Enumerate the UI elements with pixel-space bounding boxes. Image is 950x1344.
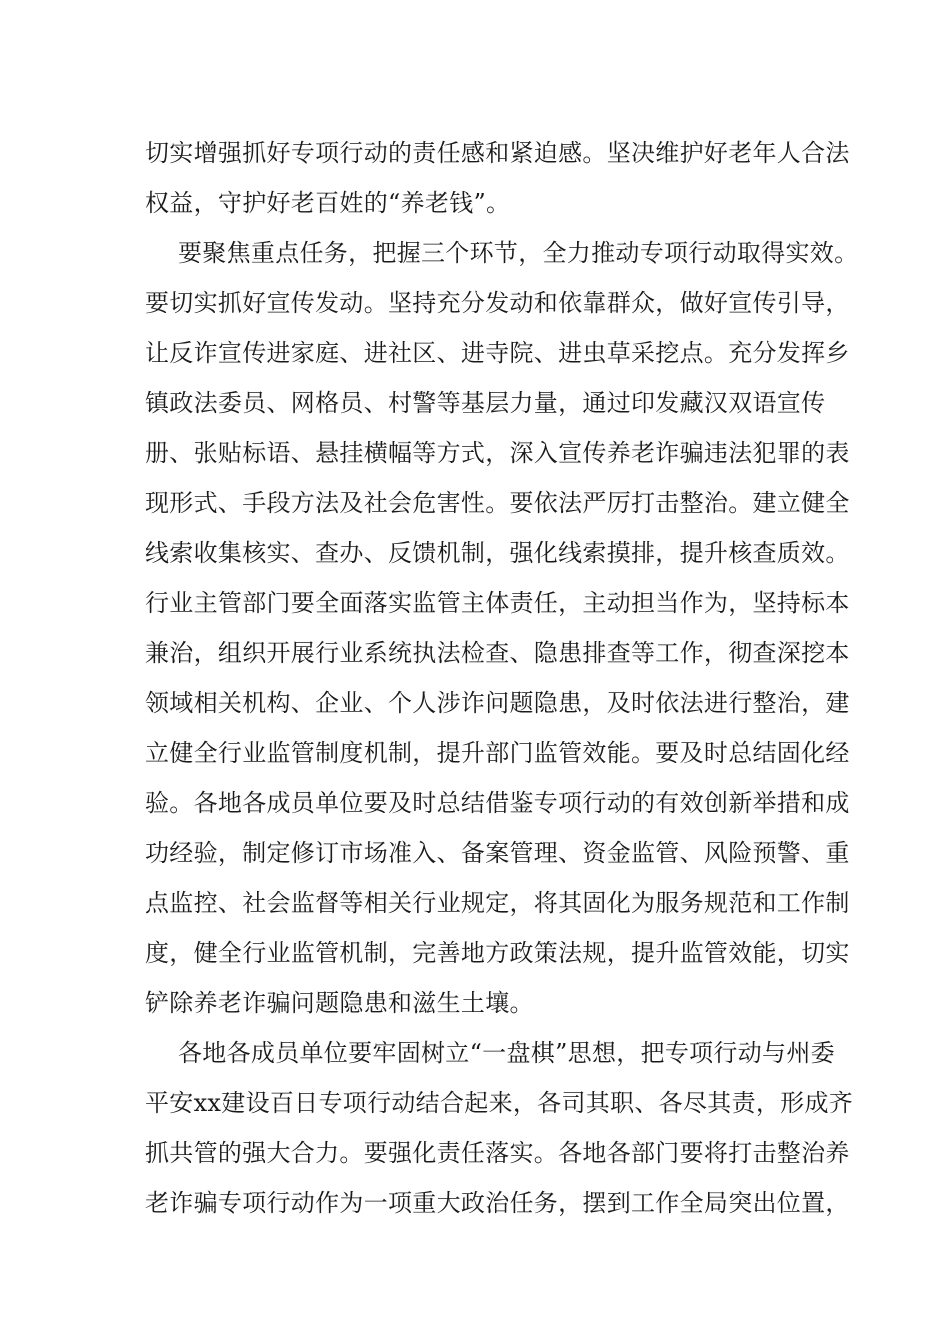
- text-line: 点监控、社会监督等相关行业规定，将其固化为服务规范和工作制: [145, 889, 850, 917]
- text-line: 切实增强抓好专项行动的责任感和紧迫感。坚决维护好老年人合法: [145, 139, 850, 167]
- text-line: 平安xx建设百日专项行动结合起来，各司其职、各尽其责，形成齐: [145, 1089, 854, 1117]
- text-line: 抓共管的强大合力。要强化责任落实。各地各部门要将打击整治养: [145, 1139, 850, 1167]
- text-line: 领域相关机构、企业、个人涉诈问题隐患，及时依法进行整治，建: [145, 689, 850, 717]
- text-line: 功经验，制定修订市场准入、备案管理、资金监管、风险预警、重: [145, 839, 850, 867]
- text-line: 权益，守护好老百姓的“养老钱”。: [145, 189, 511, 217]
- text-line: 铲除养老诈骗问题隐患和滋生土壤。: [145, 989, 534, 1017]
- text-line: 度，健全行业监管机制，完善地方政策法规，提升监管效能，切实: [145, 939, 850, 967]
- paragraph-start-line: 各地各成员单位要牢固树立“一盘棋”思想，把专项行动与州委: [178, 1039, 835, 1067]
- text-line: 验。各地各成员单位要及时总结借鉴专项行动的有效创新举措和成: [145, 789, 850, 817]
- text-line: 线索收集核实、查办、反馈机制，强化线索摸排，提升核查质效。: [145, 539, 850, 567]
- text-line: 兼治，组织开展行业系统执法检查、隐患排查等工作，彻查深挖本: [145, 639, 850, 667]
- paragraph-start-line: 要聚焦重点任务，把握三个环节，全力推动专项行动取得实效。: [178, 239, 859, 267]
- text-line: 让反诈宣传进家庭、进社区、进寺院、进虫草采挖点。充分发挥乡: [145, 339, 850, 367]
- text-line: 镇政法委员、网格员、村警等基层力量，通过印发藏汉双语宣传: [145, 389, 826, 417]
- text-line: 要切实抓好宣传发动。坚持充分发动和依靠群众，做好宣传引导，: [145, 289, 850, 317]
- text-line: 现形式、手段方法及社会危害性。要依法严厉打击整治。建立健全: [145, 489, 850, 517]
- text-line: 册、张贴标语、悬挂横幅等方式，深入宣传养老诈骗违法犯罪的表: [145, 439, 850, 467]
- text-line: 立健全行业监管制度机制，提升部门监管效能。要及时总结固化经: [145, 739, 850, 767]
- text-line: 行业主管部门要全面落实监管主体责任，主动担当作为，坚持标本: [145, 589, 850, 617]
- text-line: 老诈骗专项行动作为一项重大政治任务，摆到工作全局突出位置，: [145, 1189, 850, 1217]
